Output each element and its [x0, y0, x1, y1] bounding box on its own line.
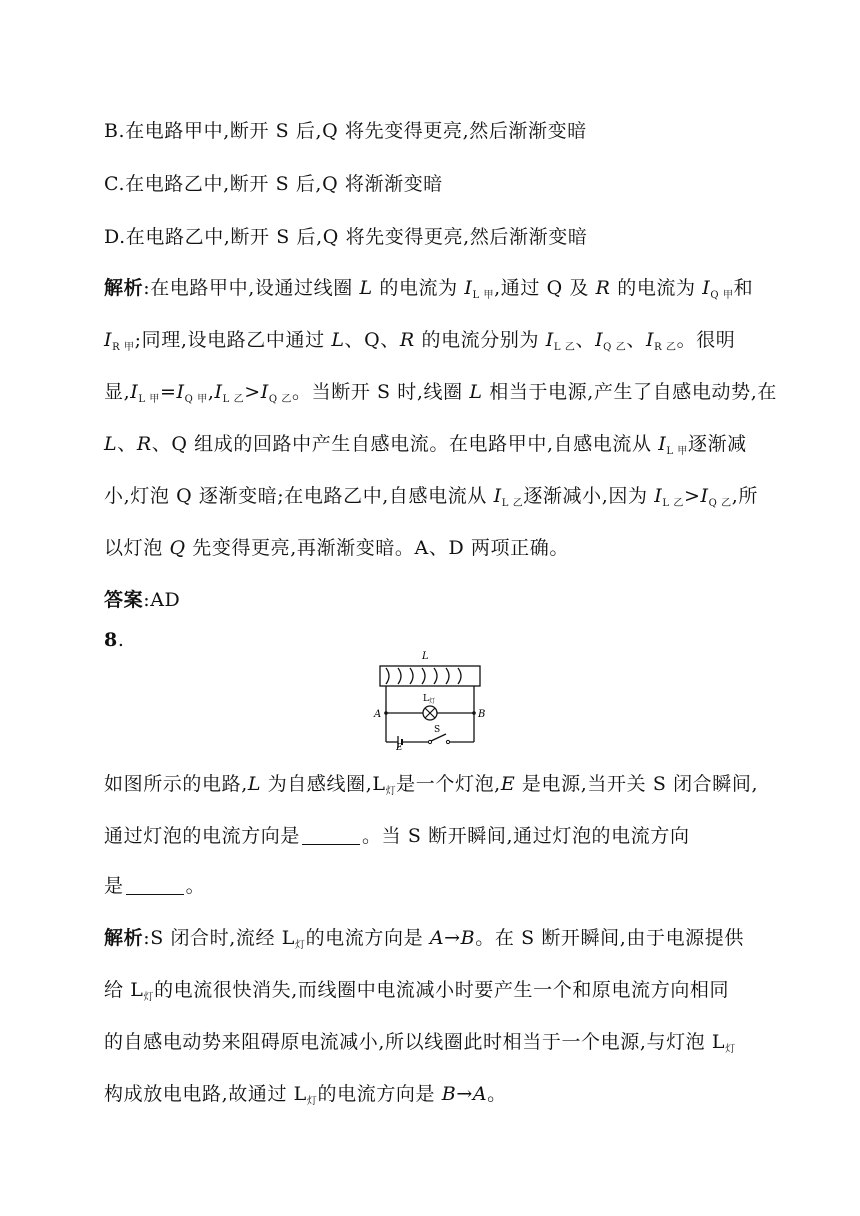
analysis1-line6: 以灯泡 Q 先变得更亮,再渐渐变暗。A、D 两项正确。 [104, 537, 569, 559]
answer-value: :AD [143, 589, 181, 611]
answer-label: 答案 [104, 589, 144, 611]
node-b [472, 711, 476, 715]
analysis1-line4: L、R、Q 组成的回路中产生自感电流。在电路甲中,自感电流从 $I_{L 甲}$逐渐减 [104, 433, 747, 457]
analysis2-label: 解析 [104, 927, 144, 949]
option-d: D.在电路乙中,断开 S 后,Q 将先变得更亮,然后渐渐变暗 [104, 226, 588, 248]
battery-label: E [396, 743, 403, 750]
switch-blade [431, 734, 446, 741]
answer-blank-2[interactable] [126, 876, 184, 895]
analysis2-line4: 构成放电电路,故通过 $L_灯$的电流方向是 B→A。 [104, 1083, 507, 1107]
node-a-label: A [374, 709, 382, 720]
switch-contact [446, 740, 449, 743]
switch-label: S [434, 725, 441, 735]
node-a [384, 711, 388, 715]
analysis1-line2: $I_{R 甲}$;同理,设电路乙中通过 L、Q、R 的电流分别为 $I_{L 乙}$、$I_{Q 乙}$、$I_{R 乙}$。很明 [104, 329, 736, 353]
analysis1-line1: 解析:在电路甲中,设通过线圈 L 的电流为 $I_{L 甲}$,通过 Q 及 R 的电流为 $I_{Q 甲}$和 [104, 277, 754, 301]
node-b-label: B [478, 709, 486, 720]
answer-blank-1[interactable] [302, 826, 360, 845]
option-c: C.在电路乙中,断开 S 后,Q 将渐渐变暗 [104, 173, 443, 195]
question8-line1: 如图所示的电路,L 为自感线圈$,L_灯$是一个灯泡,E 是电源,当开关 S 闭合瞬间, [104, 773, 759, 797]
circuit-diagram [372, 646, 492, 750]
coil-label: L [422, 651, 429, 662]
question8-number: 8. [104, 629, 125, 651]
coil-core [380, 666, 480, 686]
analysis-label: 解析 [104, 277, 144, 299]
answer-line [104, 587, 180, 613]
analysis2-line3: 的自感电动势来阻碍原电流减小,所以线圈此时相当于一个电源,与灯泡 $L_灯$ [104, 1031, 736, 1055]
analysis1-line3: 显$,I_{L 甲}=I_{Q 甲},I_{L 乙}>I_{Q 乙}$。当断开 S 时,线圈 L 相当于电源,产生了自感电动势,在 [104, 381, 777, 405]
option-b: B.在电路甲中,断开 S 后,Q 将先变得更亮,然后渐渐变暗 [104, 120, 587, 142]
lamp-label: $L_灯$ [423, 694, 435, 705]
question8-line3: 是 。 [104, 875, 206, 897]
coil-windings [386, 668, 461, 684]
analysis2-line1: 解析:S 闭合时,流经 $L_灯$的电流方向是 A→B。在 S 断开瞬间,由于电源提供 [104, 927, 744, 951]
lamp-cross [425, 708, 435, 718]
question8-line2: 通过灯泡的电流方向是 。当 S 断开瞬间,通过灯泡的电流方向 [104, 825, 690, 847]
analysis2-line2: 给 $L_灯$的电流很快消失,而线圈中电流减小时要产生一个和原电流方向相同 [104, 979, 730, 1003]
analysis1-line5: 小,灯泡 Q 逐渐变暗;在电路乙中,自感电流从 $I_{L 乙}$逐渐减小,因为 $I_{L 乙}>I_{Q 乙}$,所 [104, 485, 759, 509]
